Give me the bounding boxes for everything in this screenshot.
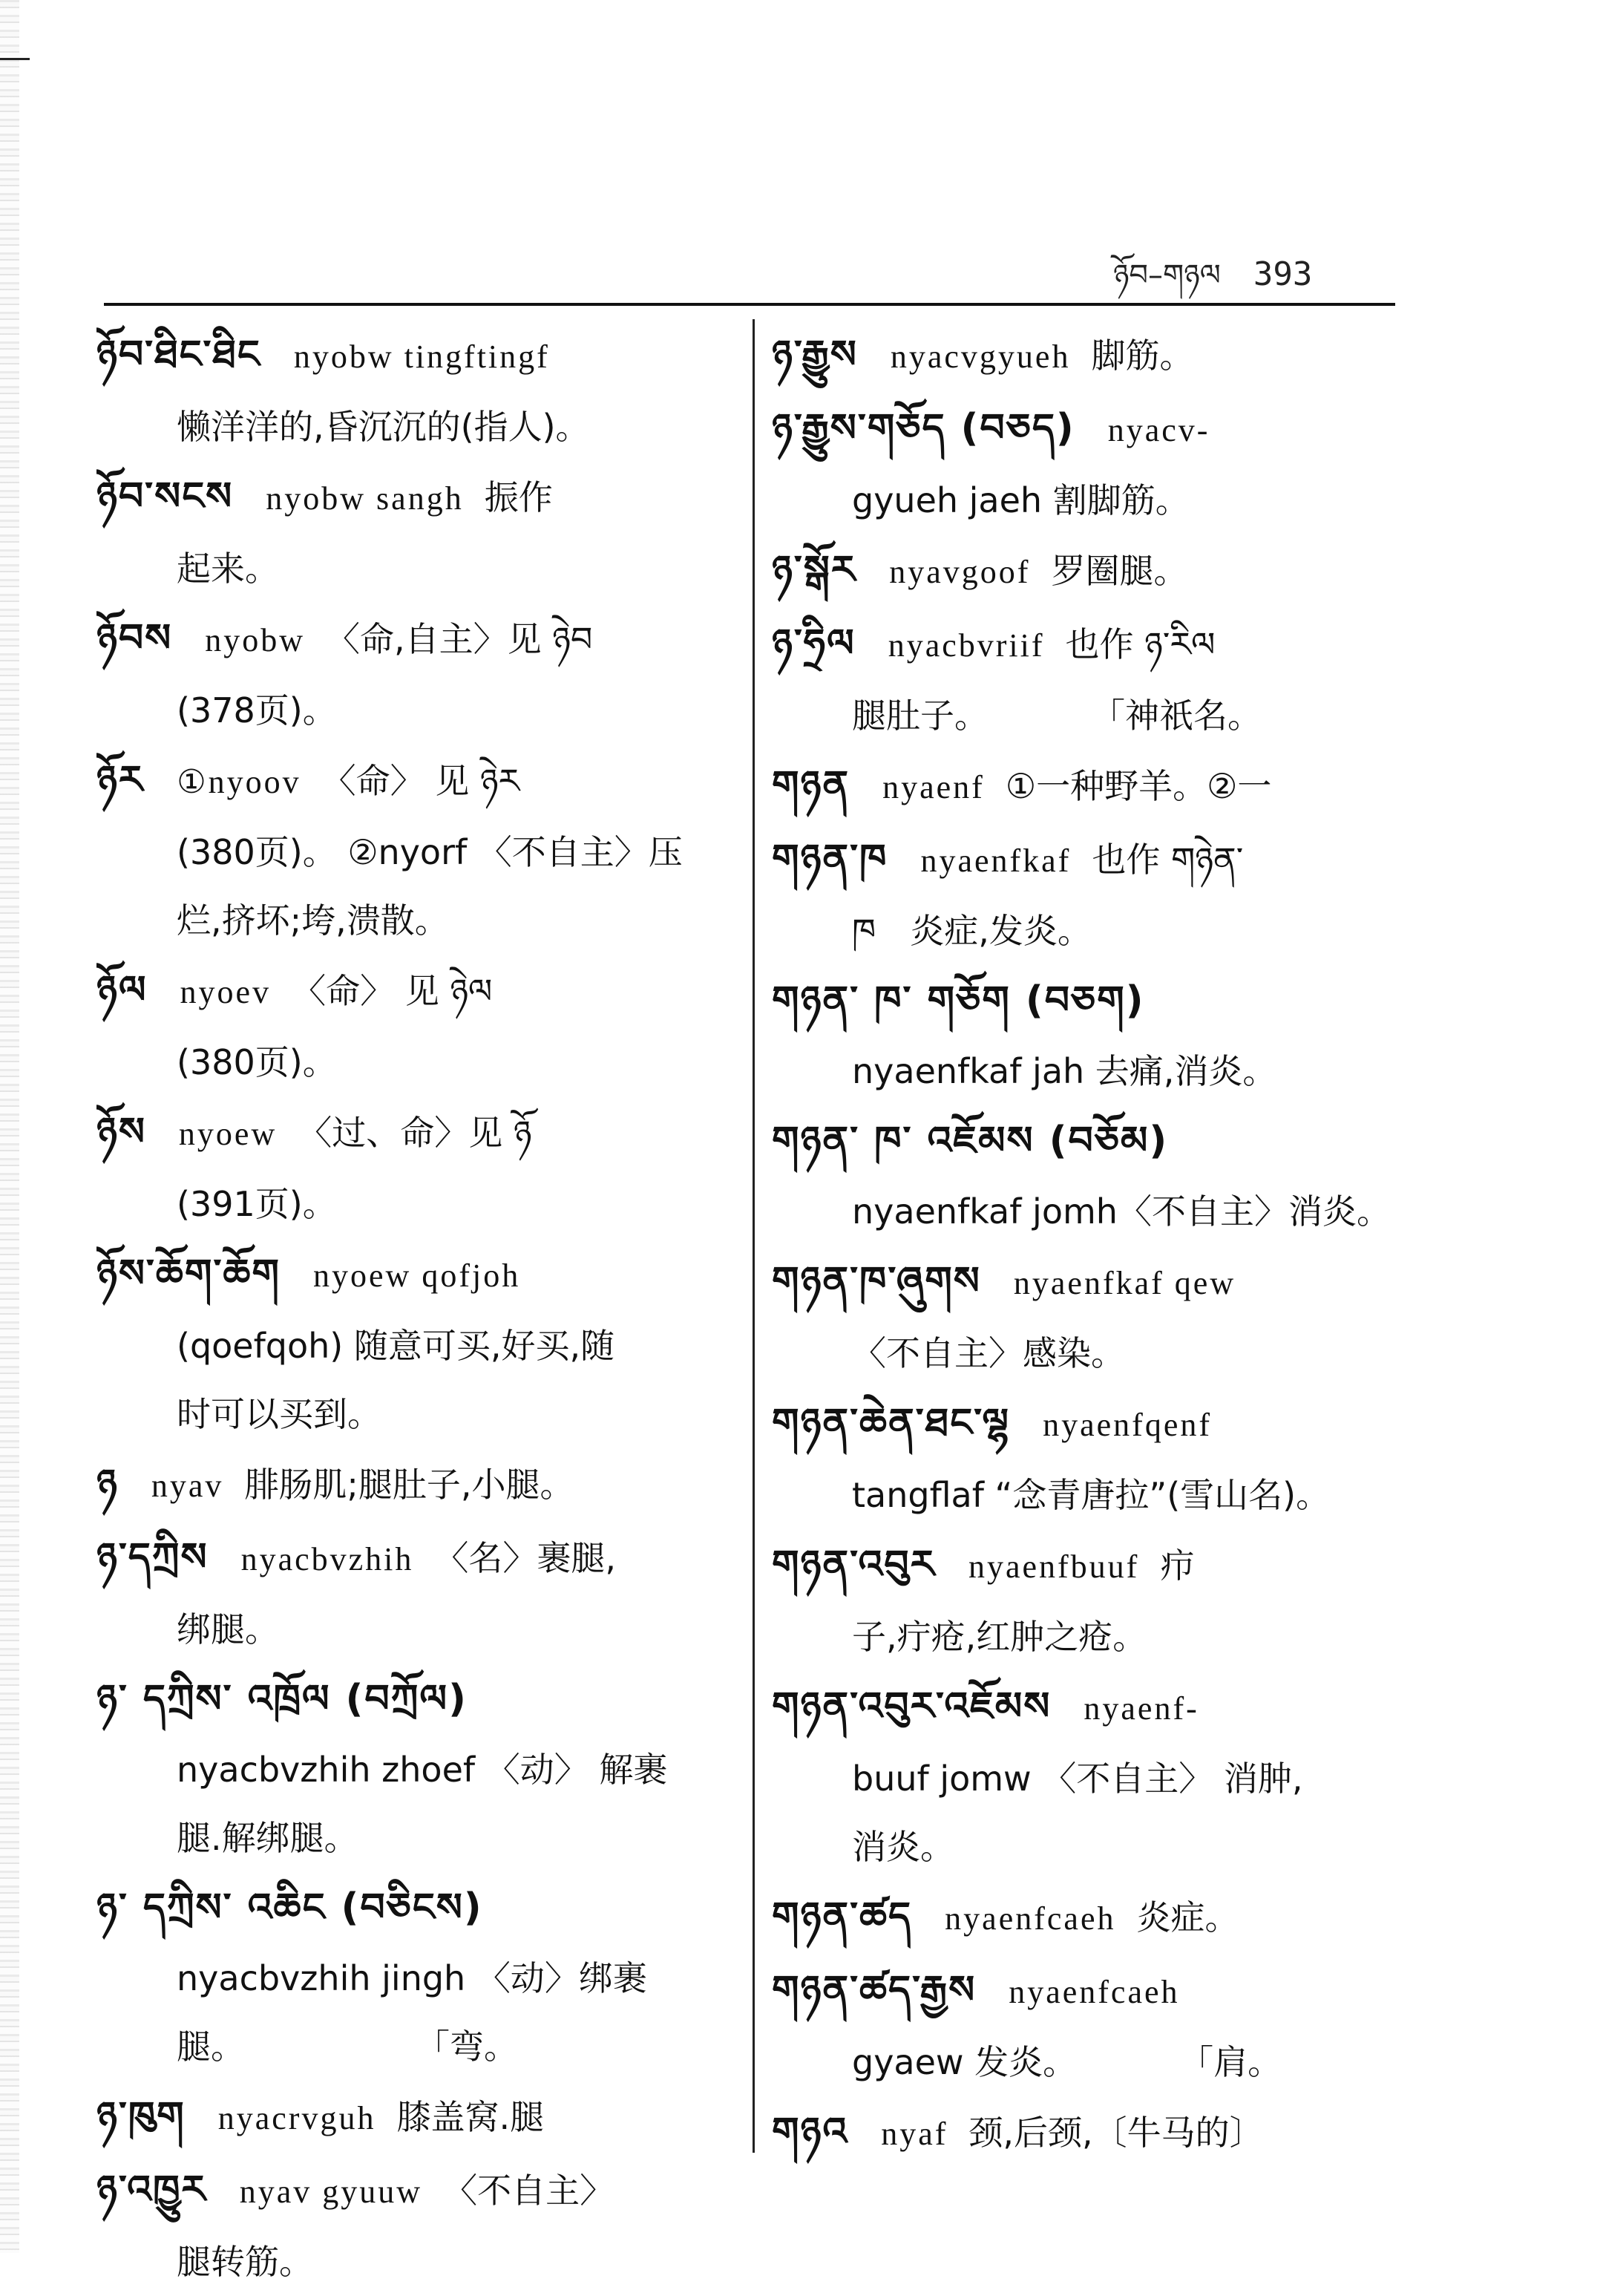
entry-headline xyxy=(772,1246,1403,1319)
headword-tibetan: ཉ་རྒྱུས་གཅོད (བཅད) xyxy=(772,406,1075,451)
entry-headline xyxy=(96,1238,735,1312)
dictionary-entry xyxy=(96,955,735,1096)
headword-romanization: nyaenfcaeh xyxy=(1009,1974,1180,2010)
dictionary-entry xyxy=(772,1387,1403,1529)
headword-romanization: nyacv- xyxy=(1107,412,1210,448)
entry-headline xyxy=(96,2154,735,2228)
entry-gloss: 疖 xyxy=(1160,1546,1195,1586)
header-entry-range: ཉོབ–གཉལ xyxy=(1113,258,1221,292)
scan-edge xyxy=(0,0,19,2253)
dictionary-entry xyxy=(96,603,735,745)
headword-tibetan: གཉན་ ཁ་ འཇོམས (བཅོམ) xyxy=(772,1119,1169,1163)
headword-romanization: nyobw sangh xyxy=(266,480,464,517)
headword-tibetan: ཉོར xyxy=(96,758,145,802)
headword-romanization: nyaenf xyxy=(882,769,985,805)
entry-gloss: 〈命〉 见 ཉེལ xyxy=(292,971,493,1011)
entry-continuation: (391页)。 xyxy=(177,1184,337,1224)
headword-romanization: nyaenf- xyxy=(1084,1690,1199,1727)
entry-headline xyxy=(772,319,1403,393)
entry-headline xyxy=(772,823,1403,897)
right-column xyxy=(772,319,1403,2170)
dictionary-entry xyxy=(96,2154,735,2296)
dictionary-entry xyxy=(772,2096,1403,2170)
headword-tibetan: གཉན་ཚད་རྒྱས xyxy=(772,1968,977,2012)
entry-headline xyxy=(772,1671,1403,1744)
headword-romanization: nyoew xyxy=(178,1116,278,1152)
entry-gloss: 〈命,自主〉见 ཉེབ xyxy=(326,619,593,659)
headword-romanization: nyaenfbuuf xyxy=(968,1548,1140,1585)
headword-tibetan: ཉོབས xyxy=(96,616,173,661)
entry-gloss: 颈,后颈,〔牛马的〕 xyxy=(968,2113,1264,2153)
dictionary-entry xyxy=(96,1872,735,2081)
headword-romanization: nyavgoof xyxy=(889,554,1031,590)
dictionary-entry xyxy=(772,965,1403,1105)
entry-continuation: (380页)。 ②nyorf 〈不自主〉压 xyxy=(177,832,683,872)
headword-tibetan: གཉན་ཚད xyxy=(772,1894,913,1939)
headword-tibetan: གཉན་འབུར xyxy=(772,1543,936,1587)
headword-tibetan: ཉ་འཁྱུར xyxy=(96,2168,207,2212)
entry-headline xyxy=(96,1522,735,1595)
headword-romanization: nyacvgyueh xyxy=(890,338,1071,375)
entry-gloss: 〈过、命〉见 ཉོ xyxy=(298,1113,532,1153)
headword-tibetan: གཉའ xyxy=(772,2110,849,2154)
dictionary-entry xyxy=(772,1529,1403,1671)
entry-headline xyxy=(96,461,735,534)
dictionary-entry xyxy=(772,319,1403,393)
entry-continuation: nyaenfkaf jomh〈不自主〉消炎。 xyxy=(852,1191,1391,1232)
headword-tibetan: ཉ་ དཀྲིས་ འཆིང (བཅིངས) xyxy=(96,1885,483,1930)
entry-headline xyxy=(772,1881,1403,1955)
entry-continuation: 烂,挤坏;垮,溃散。 xyxy=(177,900,449,941)
dictionary-entry xyxy=(772,1671,1403,1881)
headword-romanization: nyav gyuuw xyxy=(239,2174,423,2210)
left-column xyxy=(96,319,735,2296)
dictionary-entry xyxy=(96,745,735,955)
entry-continuation: 腿。 「弯。 xyxy=(177,2027,518,2067)
dictionary-entry xyxy=(96,1238,735,1448)
entry-headline xyxy=(772,2096,1403,2170)
headword-romanization: nyaenfqenf xyxy=(1043,1407,1213,1443)
headword-tibetan: ཉ་ཁུག xyxy=(96,2094,186,2139)
entry-headline xyxy=(96,1448,735,1522)
entry-gloss: 罗圈腿。 xyxy=(1051,551,1188,591)
entry-headline xyxy=(772,1955,1403,2028)
headword-tibetan: ཉ་ དཀྲིས་ འཁྲོལ (བཀྲོལ) xyxy=(96,1677,468,1721)
headword-romanization: nyacbvzhih xyxy=(240,1541,414,1577)
entry-headline xyxy=(772,1387,1403,1461)
dictionary-entry xyxy=(772,823,1403,965)
entry-continuation: 懒洋洋的,昏沉沉的(指人)。 xyxy=(177,407,590,447)
dictionary-entry xyxy=(96,461,735,603)
dictionary-entry xyxy=(96,1448,735,1522)
headword-romanization: nyaenfkaf qew xyxy=(1013,1265,1236,1301)
entry-gloss: ①一种野羊。②一 xyxy=(1005,766,1272,806)
entry-continuation: gyaew 发炎。 「肩。 xyxy=(852,2042,1282,2082)
entry-continuation: nyacbvzhih zhoef 〈动〉 解裹 xyxy=(177,1750,668,1790)
headword-romanization: nyacrvguh xyxy=(217,2100,376,2136)
entry-gloss: 〈不自主〉 xyxy=(443,2171,614,2211)
dictionary-entry xyxy=(96,319,735,461)
page-header xyxy=(1113,241,1312,293)
dictionary-entry xyxy=(96,1664,735,1872)
headword-romanization: nyobw tingftingf xyxy=(293,338,550,375)
entry-headline xyxy=(772,534,1403,608)
dictionary-entry xyxy=(772,1955,1403,2096)
headword-tibetan: ཉ་སྒོར xyxy=(772,548,857,592)
dictionary-entry xyxy=(772,1246,1403,1387)
headword-tibetan: ཉོལ xyxy=(96,968,148,1013)
headword-tibetan: གཉན་ ཁ་ གཅོག (བཅག) xyxy=(772,978,1145,1023)
headword-romanization: nyav xyxy=(151,1468,224,1504)
headword-romanization: ①nyoov xyxy=(177,764,301,800)
dictionary-entry xyxy=(772,1881,1403,1955)
entry-continuation: ཁ 炎症,发炎。 xyxy=(852,911,1092,951)
entry-headline xyxy=(96,603,735,676)
dictionary-entry xyxy=(96,2081,735,2154)
entry-headline xyxy=(96,745,735,818)
headword-romanization: nyobw xyxy=(205,622,306,658)
column-divider xyxy=(753,319,755,2153)
dictionary-entry xyxy=(772,608,1403,750)
headword-romanization: nyoev xyxy=(180,974,272,1010)
margin-tick xyxy=(0,58,30,60)
entry-gloss: 炎症。 xyxy=(1136,1897,1239,1937)
entry-continuation: (378页)。 xyxy=(177,690,337,730)
dictionary-entry xyxy=(96,1096,735,1238)
entry-gloss: 也作 གཉེན་ xyxy=(1092,840,1244,880)
headword-tibetan: ཉོས་ཆོག་ཆོག xyxy=(96,1252,281,1296)
headword-romanization: nyaf xyxy=(881,2116,948,2152)
entry-headline xyxy=(772,1529,1403,1603)
entry-headline xyxy=(772,608,1403,681)
entry-gloss: 脚筋。 xyxy=(1091,336,1194,376)
entry-continuation: tangflaf “念青唐拉”(雪山名)。 xyxy=(852,1475,1331,1515)
entry-gloss: 也作 ཉ་རིལ xyxy=(1065,624,1216,664)
headword-tibetan: གཉན་ཁ་ཞུགས xyxy=(772,1259,981,1304)
headword-romanization: nyaenfcaeh xyxy=(945,1900,1116,1937)
headword-tibetan: ཉོས xyxy=(96,1110,146,1154)
headword-romanization: nyaenfkaf xyxy=(920,843,1072,879)
entry-continuation: nyacbvzhih jingh 〈动〉绑裹 xyxy=(177,1958,647,1998)
entry-gloss: 〈命〉 见 ཉེར xyxy=(321,761,520,801)
entry-continuation: gyueh jaeh 割脚筋。 xyxy=(852,480,1190,520)
headword-romanization: nyacbvriif xyxy=(888,627,1045,664)
headword-tibetan: ཉོབ་སངས xyxy=(96,474,234,519)
headword-tibetan: ཉ་ཧྲིལ xyxy=(772,621,856,666)
dictionary-entry xyxy=(96,1522,735,1664)
dictionary-entry xyxy=(772,393,1403,534)
entry-continuation: 腿.解绑腿。 xyxy=(177,1818,358,1858)
entry-headline xyxy=(96,1664,735,1736)
entry-continuation: 〈不自主〉感染。 xyxy=(852,1333,1125,1373)
entry-continuation: buuf jomw 〈不自主〉 消肿, xyxy=(852,1759,1303,1799)
headword-tibetan: ཉ་དཀྲིས xyxy=(96,1535,209,1580)
headword-tibetan: གཉན་ཆེན་ཐང་ལྷ xyxy=(772,1401,1011,1445)
headword-tibetan: གཉན་འབུར་འཇོམས xyxy=(772,1684,1052,1729)
entry-headline xyxy=(772,750,1403,823)
page-number: 393 xyxy=(1253,255,1313,293)
headword-tibetan: ཉ xyxy=(96,1462,119,1506)
entry-headline xyxy=(772,965,1403,1037)
entry-headline xyxy=(772,393,1403,466)
entry-continuation: 时可以买到。 xyxy=(177,1394,381,1434)
entry-continuation: (380页)。 xyxy=(177,1042,337,1082)
entry-gloss: 〈名〉裹腿, xyxy=(434,1538,616,1578)
dictionary-entry xyxy=(772,750,1403,823)
entry-gloss: 腓肠肌;腿肚子,小腿。 xyxy=(244,1465,574,1505)
entry-headline xyxy=(96,319,735,393)
entry-continuation: 腿转筋。 xyxy=(177,2242,313,2282)
headword-tibetan: ཉོབ་ཐིང་ཐིང xyxy=(96,333,261,377)
dictionary-entry xyxy=(772,1105,1403,1246)
entry-headline xyxy=(772,1105,1403,1177)
entry-headline xyxy=(96,1096,735,1170)
entry-gloss: 膝盖窝.腿 xyxy=(396,2097,545,2137)
headword-tibetan: ཉ་རྒྱུས xyxy=(772,333,858,377)
entry-continuation: nyaenfkaf jah 去痛,消炎。 xyxy=(852,1051,1277,1091)
entry-continuation: 消炎。 xyxy=(852,1827,954,1867)
entry-headline xyxy=(96,2081,735,2154)
entry-continuation: 绑腿。 xyxy=(177,1609,279,1649)
entry-gloss: 振作 xyxy=(484,477,553,517)
dictionary-entry xyxy=(772,534,1403,608)
entry-headline xyxy=(96,1872,735,1944)
entry-continuation: 起来。 xyxy=(177,549,279,589)
entry-headline xyxy=(96,955,735,1028)
headword-romanization: nyoew qofjoh xyxy=(313,1257,521,1294)
headword-tibetan: གཉན་ཁ xyxy=(772,837,888,881)
header-rule xyxy=(104,303,1395,306)
entry-continuation: 子,疔疮,红肿之疮。 xyxy=(852,1617,1147,1657)
headword-tibetan: གཉན xyxy=(772,763,850,808)
entry-continuation: (qoefqoh) 随意可买,好买,随 xyxy=(177,1326,615,1366)
entry-continuation: 腿肚子。 「神祇名。 xyxy=(852,696,1262,736)
